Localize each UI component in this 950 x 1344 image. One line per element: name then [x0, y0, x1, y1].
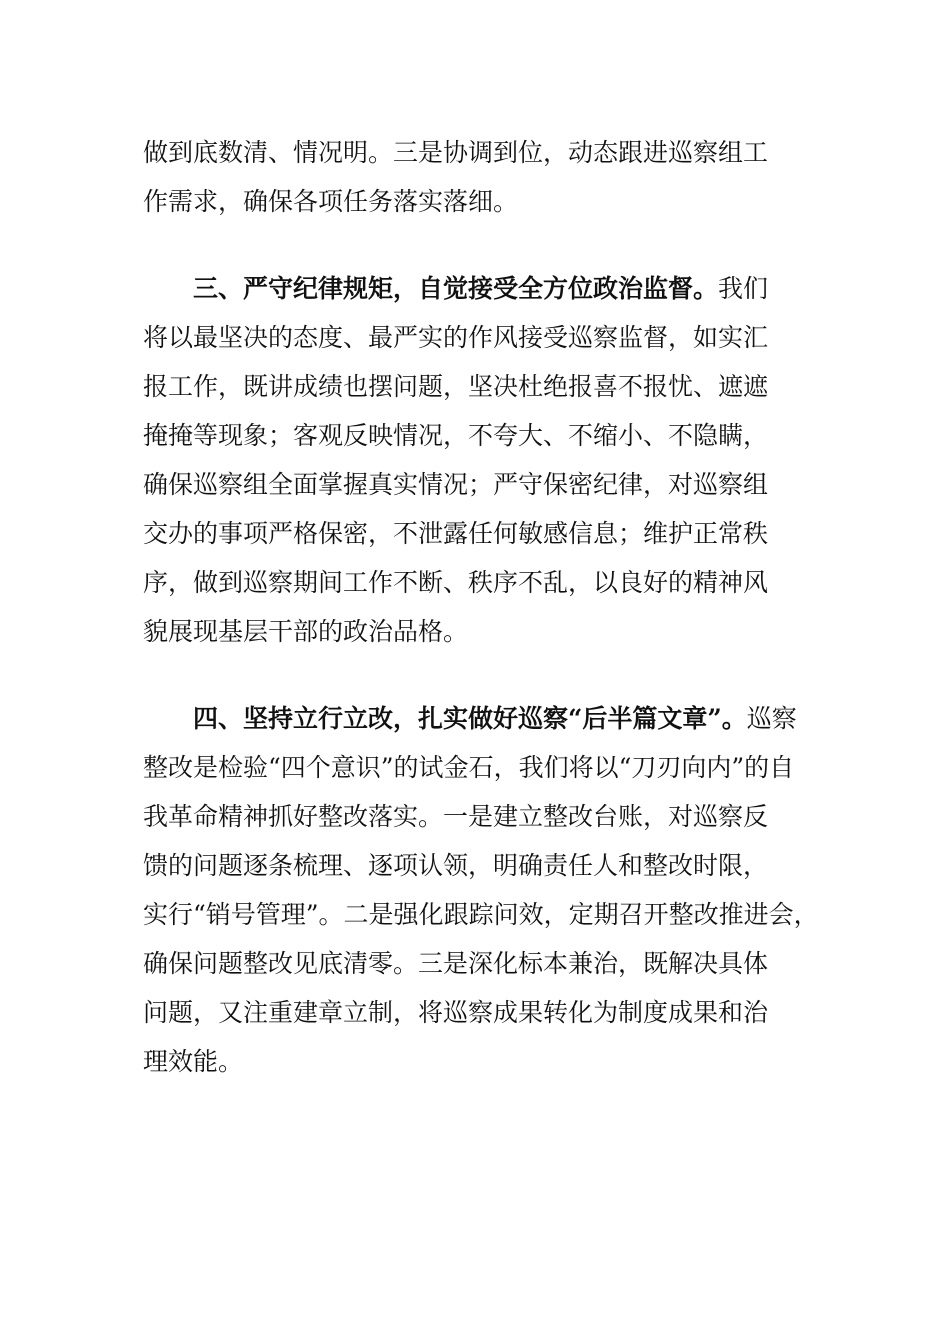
text-line: 我革命精神抓好整改落实。一是建立整改台账，对巡察反 [143, 802, 769, 831]
paragraph-first-line [143, 694, 823, 743]
text-fragment: 巡察 [746, 704, 797, 733]
text-line: 理效能。 [143, 1047, 244, 1076]
document-body [143, 128, 823, 1086]
section-heading: 三、严守纪律规矩，自觉接受全方位政治监督。 [193, 274, 719, 303]
paragraph-first-line [143, 264, 823, 313]
text-line: 作需求，确保各项任务落实落细。 [143, 187, 519, 216]
text-line: 掩掩等现象；客观反映情况，不夸大、不缩小、不隐瞒， [143, 421, 769, 450]
text-line: 问题，又注重建章立制，将巡察成果转化为制度成果和治 [143, 998, 769, 1027]
text-line: 报工作，既讲成绩也摆问题，坚决杜绝报喜不报忧、遮遮 [143, 372, 769, 401]
text-line: 确保巡察组全面掌握真实情况；严守保密纪律，对巡察组 [143, 470, 769, 499]
paragraph-discipline [143, 264, 823, 656]
paragraph-rectification [143, 694, 823, 1086]
text-line: 做到底数清、情况明。三是协调到位，动态跟进巡察组工 [143, 138, 769, 167]
section-heading: 四、坚持立行立改，扎实做好巡察“后半篇文章”。 [193, 704, 747, 733]
text-line: 交办的事项严格保密，不泄露任何敏感信息；维护正常秩 [143, 519, 769, 548]
text-line: 馈的问题逐条梳理、逐项认领，明确责任人和整改时限， [143, 851, 769, 880]
text-line: 整改是检验“四个意识”的试金石，我们将以“刀刃向内”的自 [143, 753, 795, 782]
text-line: 确保问题整改见底清零。三是深化标本兼治，既解决具体 [143, 949, 769, 978]
text-fragment: 我们 [718, 274, 769, 303]
text-line: 貌展现基层干部的政治品格。 [143, 617, 469, 646]
paragraph-continued [143, 128, 823, 226]
text-line: 序，做到巡察期间工作不断、秩序不乱，以良好的精神风 [143, 568, 769, 597]
text-line: 将以最坚决的态度、最严实的作风接受巡察监督，如实汇 [143, 323, 769, 352]
text-line: 实行“销号管理”。二是强化跟踪问效，定期召开整改推进会， [143, 900, 819, 929]
